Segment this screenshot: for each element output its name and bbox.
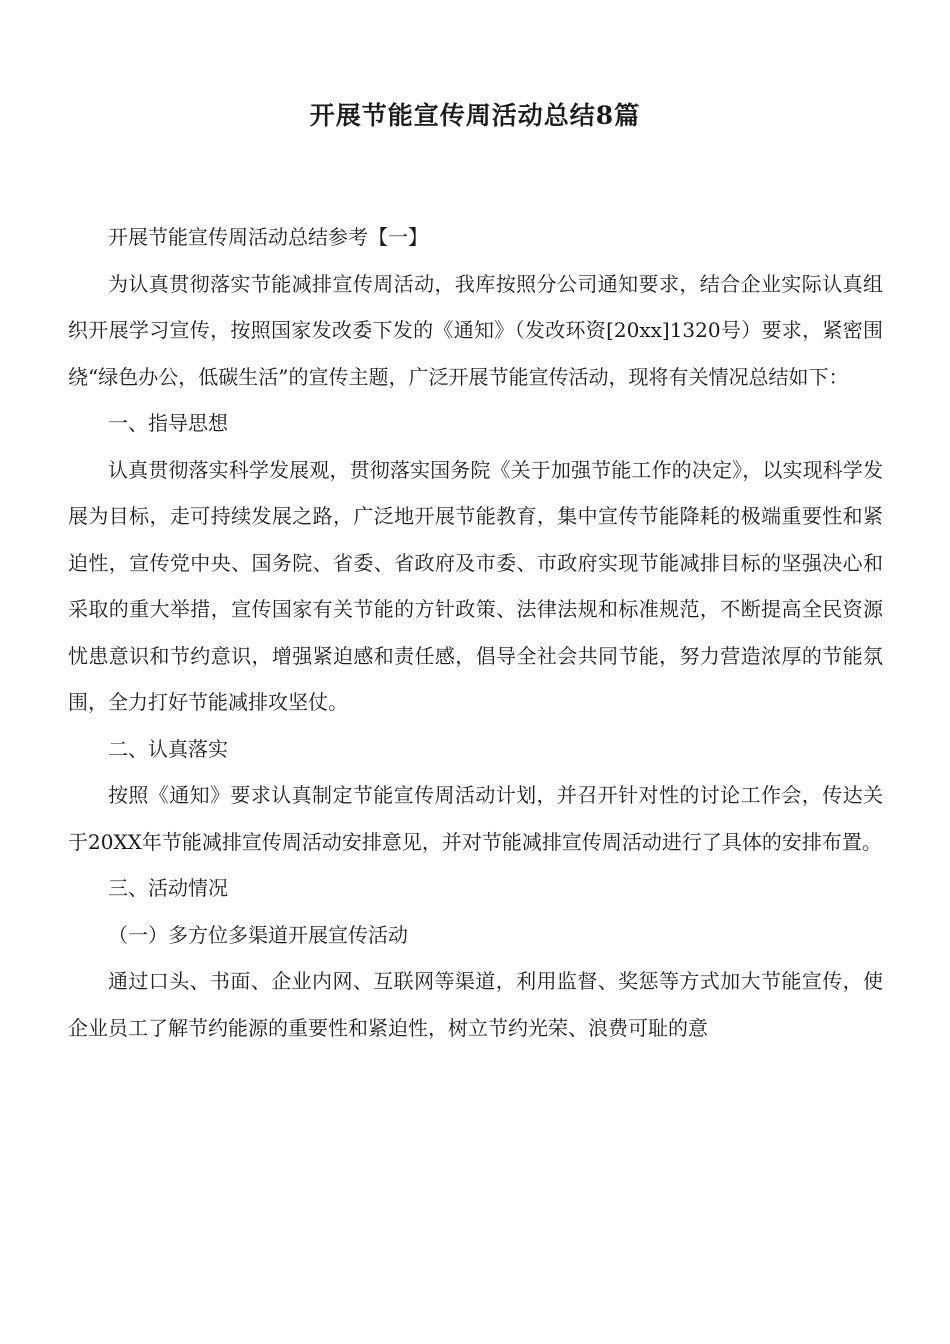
implementation-paragraph: 按照《通知》要求认真制定节能宣传周活动计划，并召开针对性的讨论工作会，传达关于20XX年节能减排宣传周活动安排意见，并对节能减排宣传周活动进行了具体的安排布置。 [68, 783, 883, 854]
heading-guiding-ideology: 一、指导思想 [108, 411, 228, 435]
document-title: 开展节能宣传周活动总结8篇 [309, 101, 641, 130]
subheading-publicity-channels: （一）多方位多渠道开展宣传活动 [108, 922, 408, 947]
guiding-ideology-paragraph: 认真贯彻落实科学发展观，贯彻落实国务院《关于加强节能工作的决定》，以实现科学发展为目标，走可持续发展之路，广泛地开展节能教育，集中宣传节能降耗的极端重要性和紧迫性，宣传党中央、国务院、省委、省政府及市委、市政府实现节能减排目标的坚强决心和采取的重大举措，宣传国家有关节能的方针政策、法律法规和标准规范，不断提高全民资源忧患意识和节约意识，增强紧迫感和责任感，倡导全社会共同节能，努力营造浓厚的节能氛围，全力打好节能减排攻坚仗。 [68, 457, 883, 714]
heading-activities: 三、活动情况 [108, 876, 228, 900]
document-body [68, 214, 883, 1051]
heading-implementation: 二、认真落实 [108, 736, 228, 761]
section-heading-part-one: 开展节能宣传周活动总结参考【一】 [108, 225, 428, 249]
publicity-channels-paragraph: 通过口头、书面、企业内网、互联网等渠道，利用监督、奖惩等方式加大节能宣传，使企业员工了解节约能源的重要性和紧迫性，树立节约光荣、浪费可耻的意 [68, 969, 883, 1040]
intro-paragraph: 为认真贯彻落实节能减排宣传周活动，我库按照分公司通知要求，结合企业实际认真组织开展学习宣传，按照国家发改委下发的《通知》（发改环资[20xx]1320号）要求，紧密围绕“绿色办公，低碳生活”的宣传主题，广泛开展节能宣传活动，现将有关情况总结如下： [68, 271, 883, 389]
